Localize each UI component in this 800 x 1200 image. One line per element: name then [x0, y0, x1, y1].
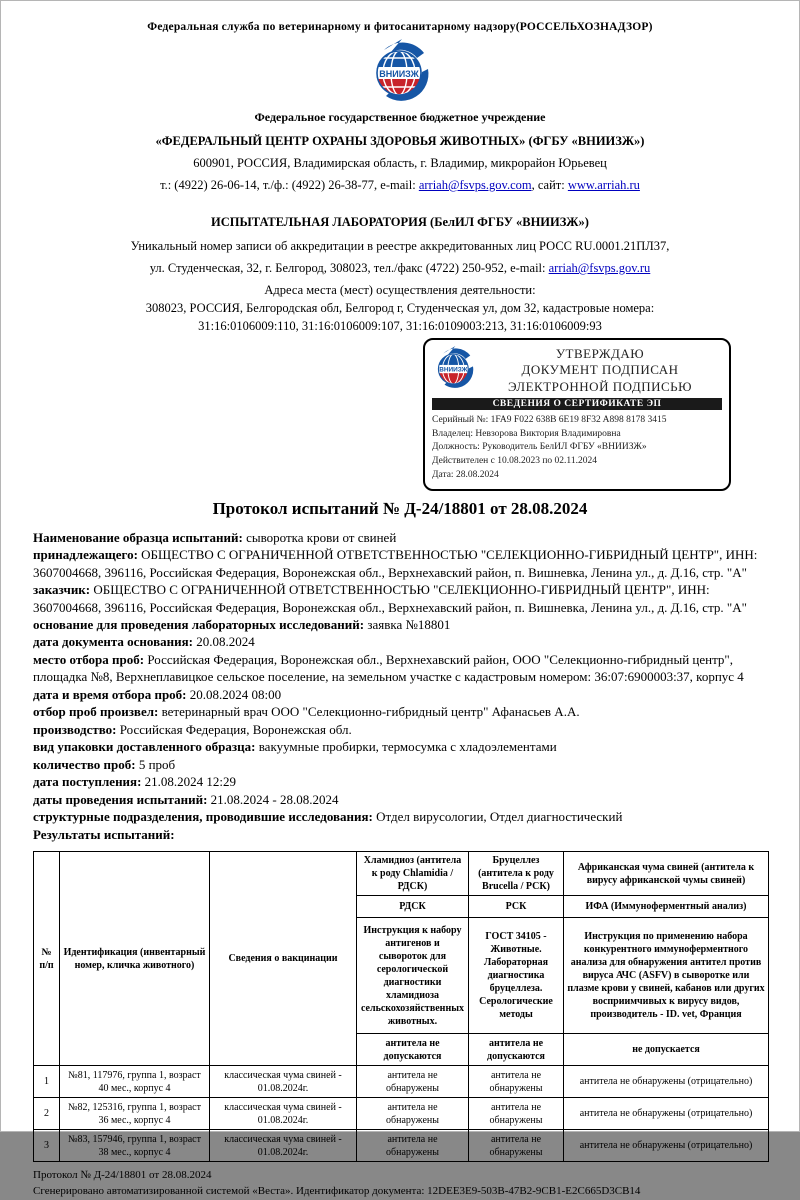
row1-vaccination: классическая чума свиней - 01.08.2024г.	[210, 1066, 357, 1098]
col-header-identification: Идентификация (инвентарный номер, кличка животного)	[60, 852, 210, 1066]
row2-num: 2	[34, 1098, 60, 1130]
field-owner: принадлежащего: ОБЩЕСТВО С ОГРАНИЧЕННОЙ ОТВЕТСТВЕННОСТЬЮ "СЕЛЕКЦИОННО-ГИБРИДНЫЙ ЦЕНТР", ИНН: 3607004668, 396116, Российская Федерация, Воронежская обл., Верхнехавский район, п. Вишневка, Ленина ул., д. Д.16, стр. "А"	[33, 547, 758, 580]
method-chlamydia: РДСК	[357, 896, 469, 918]
lab-address-line	[33, 261, 767, 276]
row2-result-asf: антитела не обнаружены (отрицательно)	[564, 1098, 769, 1130]
stamp-signed-line1: ДОКУМЕНТ ПОДПИСАН	[521, 362, 679, 378]
cadastral-line: 31:16:0106009:110, 31:16:0106009:107, 31:16:0109003:213, 31:16:0106009:93	[198, 319, 602, 333]
org-contacts-line	[33, 178, 767, 193]
footer-protocol-line: Протокол № Д-24/18801 от 28.08.2024	[33, 1169, 212, 1182]
row1-result-brucellosis: антитела не обнаружены	[469, 1066, 564, 1098]
org-name-line: «ФЕДЕРАЛЬНЫЙ ЦЕНТР ОХРАНЫ ЗДОРОВЬЯ ЖИВОТНЫХ» (ФГБУ «ВНИИЗЖ»)	[155, 134, 645, 148]
test-header-chlamydia: Хламидиоз (антитела к роду Chlamidia / РДСК)	[357, 852, 469, 896]
footer-generated-line: Сгенерировано автоматизированной системой «Веста». Идентификатор документа: 12DEE3E9-503B-47B2-9CB1-E2C665D3CB14	[33, 1185, 641, 1198]
field-customer: заказчик: ОБЩЕСТВО С ОГРАНИЧЕННОЙ ОТВЕТСТВЕННОСТЬЮ "СЕЛЕКЦИОННО-ГИБРИДНЫЙ ЦЕНТР", ИНН: 3607004668, 396116, Российская Федерация, Воронежская обл., Верхнехавский район, п. Вишневка, Ленина ул., д. Д.16, стр. "А"	[33, 582, 747, 615]
svg-text:ВНИИЗЖ: ВНИИЗЖ	[439, 366, 468, 374]
activity-address-line: 308023, РОССИЯ, Белгородская обл, Белгород г, Студенческая ул, дом 32, кадастровые номера:	[145, 301, 655, 315]
table-header-disease-row	[34, 852, 769, 896]
contacts-mid: , сайт:	[531, 178, 568, 192]
norm-asf: не допускается	[564, 1034, 769, 1066]
protocol-fields	[33, 529, 767, 844]
field-sampling-place: место отбора проб: Российская Федерация, Воронежская обл., Верхнехавский район, ООО "Селекционно-гибридный центр", площадка №8, Верхнеплавицкое сельское поселение, на земельном участке с кадастровым номером: 36:07:6900003:37, корпус 4	[33, 651, 744, 685]
row3-vaccination: классическая чума свиней - 01.08.2024г.	[210, 1130, 357, 1162]
protocol-title: Протокол испытаний № Д-24/18801 от 28.08.2024	[212, 498, 588, 518]
contacts-prefix: т.: (4922) 26-06-14, т./ф.: (4922) 26-38-77, e-mail:	[160, 178, 419, 192]
federal-service-line: Федеральная служба по ветеринарному и фитосанитарному надзору(РОССЕЛЬХОЗНАДЗОР)	[147, 21, 653, 33]
stamp-serial-line: Серийный №: 1FA9 F022 638B 6E19 8F32 A898 8178 3415	[432, 414, 667, 425]
table-row	[34, 1130, 769, 1162]
stamp-validity-line: Действителен с 10.08.2023 по 02.11.2024	[432, 456, 597, 467]
org-type-line: Федеральное государственное бюджетное учреждение	[254, 110, 546, 124]
field-basis: основание для проведения лабораторных исследований: заявка №18801	[33, 617, 451, 632]
row2-result-brucellosis: антитела не обнаружены	[469, 1098, 564, 1130]
nd-asf: Инструкция по применению набора конкурентного иммуноферментного анализа для обнаружения антител против вируса АЧС (ASFV) в сыворотке или плазме крови у свиней, кабанов или других восприимчивых к вирусу видов, производитель - ID. vet, Франция	[564, 918, 769, 1034]
stamp-title-block	[478, 345, 722, 395]
field-sample-count: количество проб: 5 проб	[33, 756, 176, 772]
row3-result-chlamydia: антитела не обнаружены	[357, 1130, 469, 1162]
table-row	[34, 1066, 769, 1098]
field-production: производство: Российская Федерация, Воронежская обл.	[33, 721, 352, 737]
vniizh-logo	[365, 39, 435, 106]
svg-text:ВНИИЗЖ: ВНИИЗЖ	[379, 69, 419, 79]
stamp-vniizh-logo	[432, 346, 478, 393]
results-table	[33, 851, 769, 1162]
field-sampler: отбор проб произвел: ветеринарный врач ООО "Селекционно-гибридный центр" Афанасьев А.А.	[33, 704, 580, 720]
results-heading: Результаты испытаний:	[33, 826, 175, 842]
document-footer	[33, 1168, 767, 1200]
field-departments: структурные подразделения, проводившие исследования: Отдел вирусологии, Отдел диагностический	[33, 809, 623, 825]
norm-chlamydia: антитела не допускаются	[357, 1034, 469, 1066]
org-address-line: 600901, РОССИЯ, Владимирская область, г. Владимир, микрорайон Юрьевец	[193, 156, 607, 170]
row3-result-asf: антитела не обнаружены (отрицательно)	[564, 1130, 769, 1162]
row2-result-chlamydia: антитела не обнаружены	[357, 1098, 469, 1130]
col-header-num: № п/п	[34, 852, 60, 1066]
norm-brucellosis: антитела не допускаются	[469, 1034, 564, 1066]
row2-vaccination: классическая чума свиней - 01.08.2024г.	[210, 1098, 357, 1130]
row1-num: 1	[34, 1066, 60, 1098]
field-basis-date: дата документа основания: 20.08.2024	[33, 634, 255, 650]
activity-title-line: Адреса места (мест) осуществления деятельности:	[264, 283, 536, 297]
test-header-asf: Африканская чума свиней (антитела к вирусу африканской чумы свиней)	[564, 852, 769, 896]
row1-result-asf: антитела не обнаружены (отрицательно)	[564, 1066, 769, 1098]
field-packaging: вид упаковки доставленного образца: вакуумные пробирки, термосумка с хладоэлементами	[33, 739, 557, 755]
field-receipt-date: дата поступления: 21.08.2024 12:29	[33, 774, 237, 790]
stamp-approve-line: УТВЕРЖДАЮ	[555, 346, 645, 361]
field-sample-name: Наименование образца испытаний: сыворотка крови от свиней	[33, 529, 397, 545]
row2-identification: №82, 125316, группа 1, возраст 36 мес., корпус 4	[60, 1098, 210, 1130]
method-asf: ИФА (Иммуноферментный анализ)	[564, 896, 769, 918]
stamp-certificate-bar: СВЕДЕНИЯ О СЕРТИФИКАТЕ ЭП	[432, 398, 722, 410]
nd-brucellosis: ГОСТ 34105 - Животные. Лабораторная диагностика бруцеллеза. Серологические методы	[469, 918, 564, 1034]
field-testing-dates: даты проведения испытаний: 21.08.2024 - 28.08.2024	[33, 791, 339, 807]
stamp-owner-line: Владелец: Невзорова Виктория Владимировна	[432, 428, 621, 439]
table-row	[34, 1098, 769, 1130]
vniizh-globe-icon	[367, 39, 433, 101]
row1-result-chlamydia: антитела не обнаружены	[357, 1066, 469, 1098]
field-sampling-datetime: дата и время отбора проб: 20.08.2024 08:00	[33, 686, 282, 702]
col-header-vaccination: Сведения о вакцинации	[210, 852, 357, 1066]
row3-num: 3	[34, 1130, 60, 1162]
accreditation-line: Уникальный номер записи об аккредитации в реестре аккредитованных лиц РОСС RU.0001.21ПЛ37,	[130, 239, 670, 253]
digital-signature-stamp	[423, 338, 731, 491]
nd-chlamydia: Инструкция к набору антигенов и сывороток для серологической диагностики хламидиоза сельскохозяйственных животных.	[357, 918, 469, 1034]
stamp-globe-icon	[432, 346, 476, 388]
row3-identification: №83, 157946, группа 1, возраст 38 мес., корпус 4	[60, 1130, 210, 1162]
row1-identification: №81, 117976, группа 1, возраст 40 мес., корпус 4	[60, 1066, 210, 1098]
lab-address-prefix: ул. Студенческая, 32, г. Белгород, 308023, тел./факс (4722) 250-952, e-mail:	[149, 261, 549, 275]
lab-email-link[interactable]: arriah@fsvps.gov.ru	[548, 261, 651, 275]
row3-result-brucellosis: антитела не обнаружены	[469, 1130, 564, 1162]
test-header-brucellosis: Бруцеллез (антитела к роду Brucella / РСК)	[469, 852, 564, 896]
stamp-date-line: Дата: 28.08.2024	[432, 469, 499, 480]
method-brucellosis: РСК	[469, 896, 564, 918]
stamp-signed-line2: ЭЛЕКТРОННОЙ ПОДПИСЬЮ	[508, 378, 692, 394]
lab-title-line: ИСПЫТАТЕЛЬНАЯ ЛАБОРАТОРИЯ (БелИЛ ФГБУ «ВНИИЗЖ»)	[211, 215, 589, 229]
org-email-link[interactable]: arriah@fsvps.gov.com	[418, 178, 532, 192]
stamp-position-line: Должность: Руководитель БелИЛ ФГБУ «ВНИИЗЖ»	[432, 442, 647, 453]
org-site-link[interactable]: www.arriah.ru	[567, 178, 640, 192]
